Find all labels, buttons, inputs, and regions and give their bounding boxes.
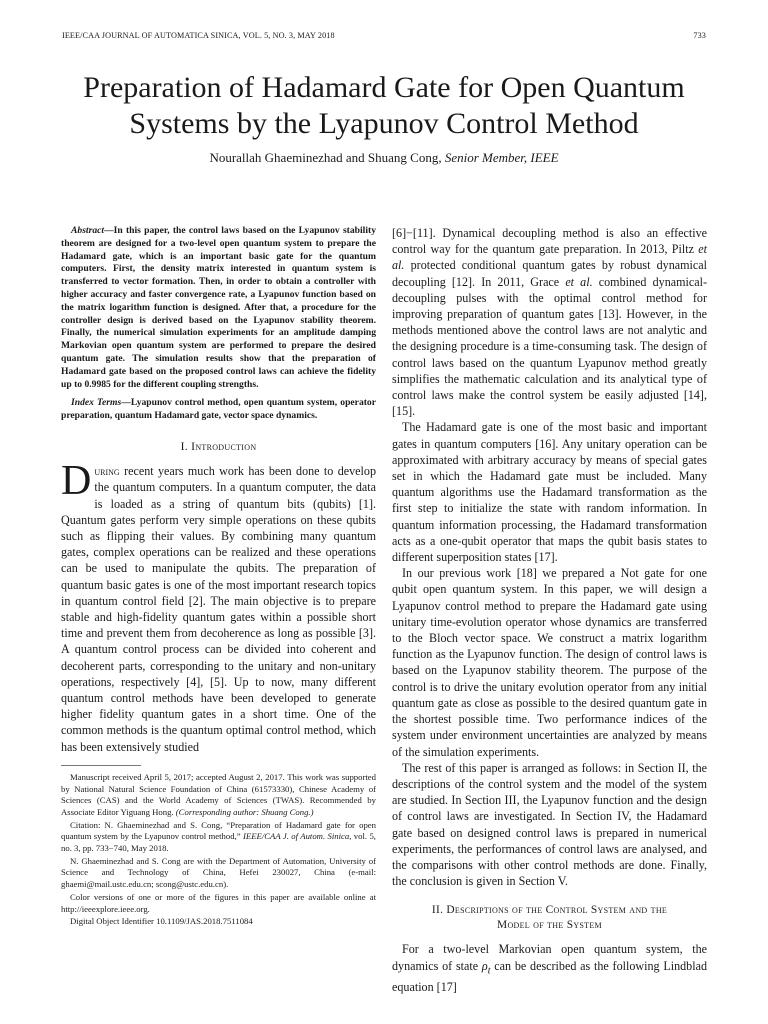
- citation-journal: IEEE/CAA J. of Autom. Sinica: [243, 831, 350, 842]
- et-al: et al.: [565, 274, 593, 289]
- section-title: Introduction: [191, 439, 257, 453]
- corresponding-author: (Corresponding author: Shuang Cong.): [175, 806, 314, 817]
- index-terms: [61, 397, 376, 423]
- section-heading-line: II. Descriptions of the Control System and the: [431, 904, 668, 917]
- body-paragraph: The Hadamard gate is one of the most basic and important gates in quantum computers [16]. Any unitary operation can be approximated with arbitrary accuracy by means of special gates set in which the Hadamard gate must be included. Many quantum algorithms use the Hadamard transformation as the first step to initialize the state with random information. In quantum information processing, the Hadamard transformation acts as a one-qubit operator that maps the qubit basis states to different superposition states [17].: [392, 420, 707, 565]
- footnote-color: Color versions of one or more of the figures in this paper are available online at http://ieeexplore.ieee.org.: [61, 891, 376, 914]
- drop-cap-continuation: uring: [94, 464, 120, 479]
- running-header: [62, 31, 706, 40]
- math-subscript: t: [487, 964, 491, 976]
- body-text: For a two-level Markovian open quantum system, the dynamics of state: [392, 942, 707, 973]
- index-terms-text: —Lyapunov control method, open quantum system, operator preparation, quantum Hadamard gate, vector space dynamics.: [61, 397, 376, 422]
- intro-paragraph: [61, 458, 376, 755]
- body-text: can be described as the following Lindblad equation [17]: [392, 958, 707, 995]
- abstract: [61, 225, 376, 391]
- index-terms-label: Index Terms: [71, 397, 122, 409]
- received-text: Manuscript received April 5, 2017; accepted August 2, 2017. This work was supported by National Natural Science Foundation of China (61573330), Chinese Academy of Sciences (CAS) and the World Academy of Sciences (TWAS). Recommended by Associate Editor Yiguang Hong.: [61, 771, 376, 817]
- math-rho: ρ: [481, 958, 488, 973]
- abstract-text: —In this paper, the control laws based on the Lyapunov stability theorem are designed for a two-level open quantum system to prepare the Hadamard gate, which is an important basic gate for the quantum computers. First, the density matrix interested in quantum system is transferred to vector formation. Then, in order to obtain a controller with higher accuracy and faster convergence rate, a Lyapunov function based on the matrix logarithm function is designed. After that, a procedure for the controller design is derived based on the Lyapunov stability theorem. Finally, the numerical simulation experiments for an amplitude damping Markovian open quantum system are performed to prepare the desired quantum gate. The simulation results show that the preparation of Hadamard gate based on the proposed control laws can achieve the fidelity up to 0.9985 for the different coupling strengths.: [61, 225, 376, 390]
- body-text: [6]−[11]. Dynamical decoupling method is also an effective control way for the quantum gate preparation. In 2013, Piltz: [392, 226, 707, 257]
- abstract-label: Abstract: [71, 225, 105, 236]
- author-membership: Senior Member, IEEE: [444, 150, 559, 165]
- intro-text: recent years much work has been done to develop the quantum computers. In a quantum computer, the data is loaded as a string of quantum bits (qubits) [1]. Quantum gates perform very simple operations on these qubits such as flipping their values. By combining many quantum gates, complex operations can be realized and these operations can be used to manipulate the qubits. The preparation of quantum basic gates is one of the most important research topics in quantum control field [2]. The main objective is to prepare stable and high-fidelity quantum gates within a possible short time and prevent them from decoherence as long as possible [3]. A quantum control process can be divided into coherent and decoherent parts, corresponding to the unitary and non-unitary operations, respectively [4], [5]. Up to now, many different quantum control methods have been developed to generate higher fidelity quantum gates in a short time. One of the common methods is the quantum optimal control method, which has been extensively studied: [61, 464, 376, 754]
- body-text: combined dynamical-decoupling pulses with the optimal control method for improving preparation of quantum gates [13]. However, in the methods mentioned above the control laws are not analytic and the designing procedure is a time-consuming task. The design of control laws based on the quantum Lyapunov method greatly simplifies the mathematic calculation and its analytical type of control laws make the control system be easily adjusted [14], [15].: [392, 274, 707, 419]
- section-heading-descriptions: [392, 903, 707, 933]
- section-number: I.: [180, 439, 192, 453]
- body-paragraph: [392, 225, 707, 419]
- page-number: 733: [693, 31, 706, 40]
- author-line: [40, 150, 728, 166]
- right-column: [392, 225, 707, 995]
- paper-title: Preparation of Hadamard Gate for Open Quantum Systems by the Lyapunov Control Method: [83, 71, 685, 140]
- citation-text: Citation: N. Ghaeminezhad and S. Cong, “Preparation of Hadamard gate for open quantum system by the Lyapunov control method,”: [61, 819, 376, 842]
- footnotes: [61, 772, 376, 928]
- drop-cap: D: [61, 458, 92, 505]
- body-paragraph: In our previous work [18] we prepared a Not gate for one qubit open quantum system. In this paper, we will design a Lyapunov control method to prepare the Hadamard gate using unitary time-evolution operator whose dynamics are transferred to the Bloch vector space. We construct a matrix logarithm function as the Lyapunov function. The design of control laws is based on the Lyapunov stability theorem. The purpose of the control is to drive the unitary evolution operator from any initial quantum gate as close as possible to the desired quantum gate in the shortest possible time. Two performance indices of the system under environment uncertainties are analyzed by means of the simulation experiments.: [392, 566, 707, 759]
- citation-details: , vol. 5, no. 3, pp. 733−740, May 2018.: [61, 831, 376, 854]
- left-column: [61, 225, 376, 929]
- author-names: Nourallah Ghaeminezhad and Shuang Cong,: [209, 150, 445, 165]
- body-paragraph: The rest of this paper is arranged as follows: in Section II, the descriptions of the control system and the model of the system are studied. In Section III, the Lyapunov function and the design of control laws are investigated. In Section IV, the Hadamard gate based on designed control laws is prepared in numerical experiments, the performances of control laws are analysed, and the comparisons with other control methods are done. Finally, the conclusion is given in Section V.: [392, 760, 707, 889]
- footnote-doi: Digital Object Identifier 10.1109/JAS.2018.7511084: [70, 916, 253, 927]
- footnote-received: [61, 772, 376, 819]
- section-heading-introduction: [61, 439, 376, 455]
- journal-name: IEEE/CAA JOURNAL OF AUTOMATICA SINICA, VOL. 5, NO. 3, MAY 2018: [62, 31, 335, 40]
- footnote-divider: [61, 765, 141, 766]
- body-text: protected conditional quantum gates by robust dynamical decoupling [12]. In 2011, Grace: [392, 258, 707, 289]
- footnote-affiliation: N. Ghaeminezhad and S. Cong are with the Department of Automation, University of Science and Technology of China, Hefei 230027, China (e-mail: ghaemi@mail.ustc.edu.cn; scong@ustc.edu.cn).: [61, 855, 376, 890]
- et-al: et al.: [392, 242, 707, 273]
- section-heading-line: Model of the System: [497, 919, 602, 932]
- footnote-citation: [61, 820, 376, 855]
- body-paragraph: [392, 941, 707, 995]
